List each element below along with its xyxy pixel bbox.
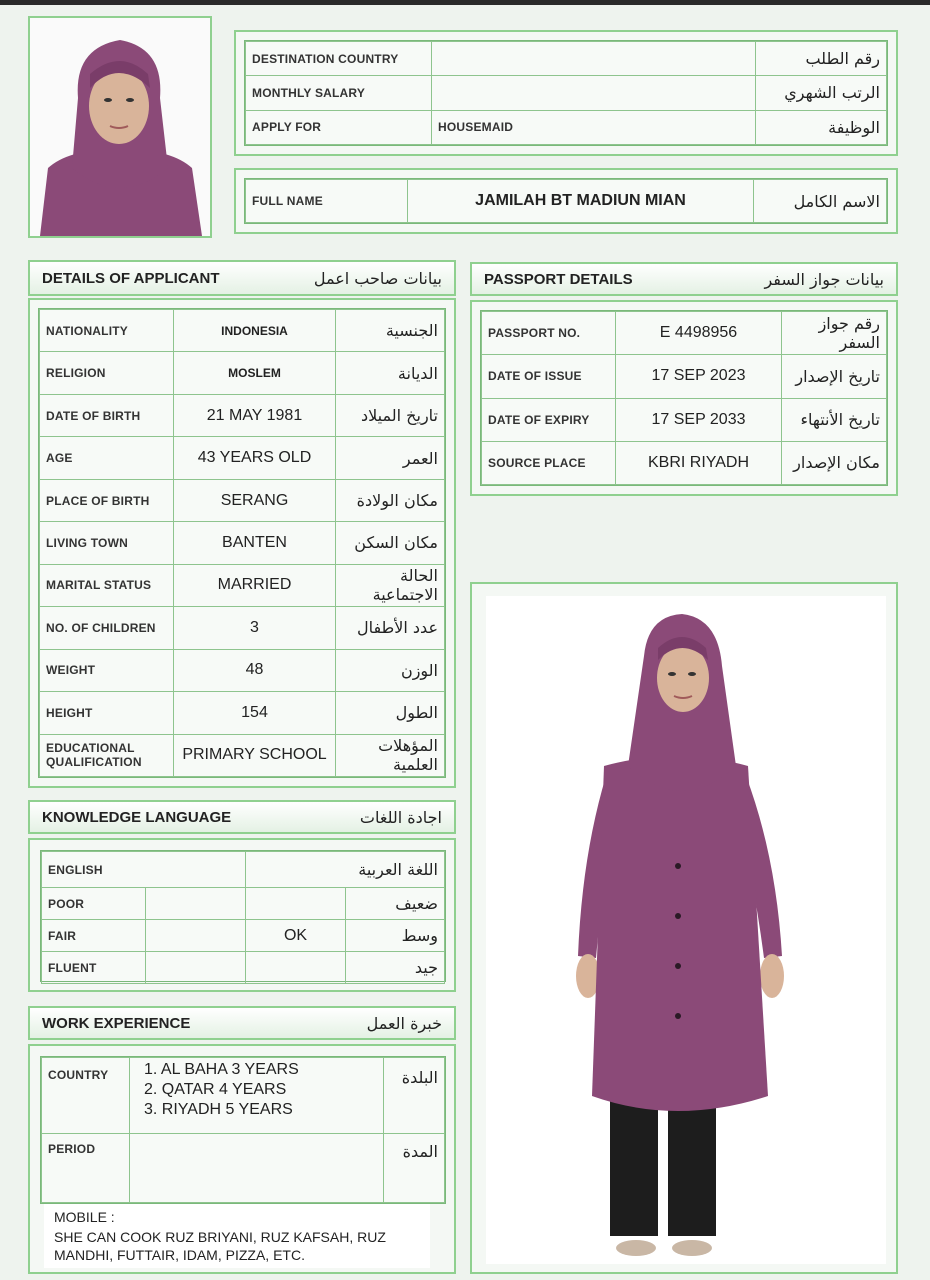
language-row xyxy=(42,952,445,984)
row-value: 17 SEP 2023 xyxy=(616,355,782,398)
table-row xyxy=(40,310,445,352)
level-label: POOR xyxy=(42,888,146,920)
passport-table xyxy=(481,311,887,485)
period-label: PERIOD xyxy=(42,1134,130,1203)
level-label-ar: وسط xyxy=(346,920,445,952)
salary-value xyxy=(432,76,756,110)
job-table xyxy=(245,41,887,145)
arabic-language-label: اللغة العربية xyxy=(246,852,445,888)
row-label: EDUCATIONAL QUALIFICATION xyxy=(40,734,174,776)
table-row xyxy=(40,394,445,436)
row-value: SERANG xyxy=(174,479,336,521)
portrait-photo xyxy=(28,16,212,238)
row-label: HEIGHT xyxy=(40,692,174,734)
country-label: COUNTRY xyxy=(42,1058,130,1134)
table-row xyxy=(482,441,887,484)
destination-label-ar: رقم الطلب xyxy=(756,42,887,76)
country-label-ar: البلدة xyxy=(384,1058,445,1134)
row-value: BANTEN xyxy=(174,522,336,564)
row-label-ar: مكان الولادة xyxy=(336,479,445,521)
row-label-ar: تاريخ الإصدار xyxy=(782,355,887,398)
country-list xyxy=(130,1058,384,1134)
row-value: 21 MAY 1981 xyxy=(174,394,336,436)
period-value xyxy=(130,1134,384,1203)
country-item: 3. RIYADH 5 YEARS xyxy=(144,1101,293,1118)
row-label: LIVING TOWN xyxy=(40,522,174,564)
destination-value xyxy=(432,42,756,76)
passport-title: PASSPORT DETAILS xyxy=(484,270,633,288)
row-value: 154 xyxy=(174,692,336,734)
table-row xyxy=(482,312,887,355)
english-label: ENGLISH xyxy=(42,852,246,888)
apply-label: APPLY FOR xyxy=(246,110,432,144)
table-row xyxy=(482,398,887,441)
work-title-ar: خبرة العمل xyxy=(366,1013,442,1033)
table-row xyxy=(482,355,887,398)
row-label: MARITAL STATUS xyxy=(40,564,174,606)
row-label: SOURCE PLACE xyxy=(482,441,616,484)
language-table xyxy=(41,851,445,984)
country-item: 2. QATAR 4 YEARS xyxy=(144,1081,287,1098)
row-value: INDONESIA xyxy=(174,310,336,352)
body-photo-panel xyxy=(470,582,898,1274)
job-panel xyxy=(234,30,898,156)
row-label-ar: الديانة xyxy=(336,352,445,394)
level-label: FAIR xyxy=(42,920,146,952)
work-title: WORK EXPERIENCE xyxy=(42,1014,191,1032)
english-level xyxy=(146,888,246,920)
row-value: MARRIED xyxy=(174,564,336,606)
row-label-ar: مكان الإصدار xyxy=(782,441,887,484)
language-row xyxy=(42,920,445,952)
table-row xyxy=(40,649,445,691)
work-header xyxy=(28,1006,456,1040)
cooking-note: SHE CAN COOK RUZ BRIYANI, RUZ KAFSAH, RUZ MANDHI, FUTTAIR, IDAM, PIZZA, ETC. xyxy=(54,1229,386,1263)
row-label-ar: مكان السكن xyxy=(336,522,445,564)
row-label: RELIGION xyxy=(40,352,174,394)
arabic-level xyxy=(246,952,346,984)
row-label: DATE OF EXPIRY xyxy=(482,398,616,441)
level-label: FLUENT xyxy=(42,952,146,984)
table-row xyxy=(40,479,445,521)
row-label: DATE OF ISSUE xyxy=(482,355,616,398)
apply-value: HOUSEMAID xyxy=(432,110,756,144)
level-label-ar: جيد xyxy=(346,952,445,984)
language-row xyxy=(42,888,445,920)
language-header xyxy=(28,800,456,834)
full-name-label: FULL NAME xyxy=(246,180,408,223)
full-name-value: JAMILAH BT MADIUN MIAN xyxy=(408,180,754,223)
row-label: PLACE OF BIRTH xyxy=(40,479,174,521)
row-label-ar: عدد الأطفال xyxy=(336,607,445,649)
row-value: 43 YEARS OLD xyxy=(174,437,336,479)
passport-panel xyxy=(470,300,898,496)
language-title: KNOWLEDGE LANGUAGE xyxy=(42,808,232,826)
country-item: 1. AL BAHA 3 YEARS xyxy=(144,1061,299,1078)
work-table xyxy=(41,1057,445,1203)
level-label-ar: ضعيف xyxy=(346,888,445,920)
applicant-title: DETAILS OF APPLICANT xyxy=(42,269,220,287)
row-label-ar: المؤهلات العلمية xyxy=(336,734,445,776)
row-value: E 4498956 xyxy=(616,312,782,355)
table-row xyxy=(40,522,445,564)
top-edge xyxy=(0,0,930,5)
row-label-ar: رقم جواز السفر xyxy=(782,312,887,355)
row-label: DATE OF BIRTH xyxy=(40,394,174,436)
table-row xyxy=(40,692,445,734)
apply-label-ar: الوظيفة xyxy=(756,110,887,144)
notes-box xyxy=(44,1204,430,1268)
row-label: WEIGHT xyxy=(40,649,174,691)
salary-label: MONTHLY SALARY xyxy=(246,76,432,110)
row-value: 17 SEP 2033 xyxy=(616,398,782,441)
passport-header xyxy=(470,262,898,296)
period-label-ar: المدة xyxy=(384,1134,445,1203)
applicant-title-ar: بيانات صاحب اعمل xyxy=(313,268,442,288)
full-name-label-ar: الاسم الكامل xyxy=(754,180,887,223)
row-label-ar: تاريخ الميلاد xyxy=(336,394,445,436)
row-label: NO. OF CHILDREN xyxy=(40,607,174,649)
row-value: KBRI RIYADH xyxy=(616,441,782,484)
mobile-label: MOBILE : xyxy=(54,1209,115,1225)
full-body-photo xyxy=(486,596,886,1264)
language-title-ar: اجادة اللغات xyxy=(359,807,442,827)
row-label: AGE xyxy=(40,437,174,479)
row-label-ar: العمر xyxy=(336,437,445,479)
applicant-table xyxy=(39,309,445,777)
row-label-ar: الطول xyxy=(336,692,445,734)
english-level xyxy=(146,952,246,984)
row-value: MOSLEM xyxy=(174,352,336,394)
table-row xyxy=(40,564,445,606)
salary-label-ar: الرتب الشهري xyxy=(756,76,887,110)
destination-label: DESTINATION COUNTRY xyxy=(246,42,432,76)
row-label-ar: الجنسية xyxy=(336,310,445,352)
row-label: PASSPORT NO. xyxy=(482,312,616,355)
row-value: 48 xyxy=(174,649,336,691)
english-level xyxy=(146,920,246,952)
applicant-header xyxy=(28,260,456,296)
language-panel xyxy=(28,838,456,992)
row-value: 3 xyxy=(174,607,336,649)
work-panel xyxy=(28,1044,456,1274)
row-label-ar: تاريخ الأنتهاء xyxy=(782,398,887,441)
row-label-ar: الوزن xyxy=(336,649,445,691)
name-panel xyxy=(234,168,898,234)
applicant-panel xyxy=(28,298,456,788)
row-label: NATIONALITY xyxy=(40,310,174,352)
table-row xyxy=(40,352,445,394)
row-label-ar: الحالة الاجتماعية xyxy=(336,564,445,606)
table-row xyxy=(40,607,445,649)
arabic-level xyxy=(246,888,346,920)
table-row xyxy=(40,437,445,479)
row-value: PRIMARY SCHOOL xyxy=(174,734,336,776)
table-row xyxy=(40,734,445,776)
passport-title-ar: بيانات جواز السفر xyxy=(764,269,884,289)
arabic-level: OK xyxy=(246,920,346,952)
